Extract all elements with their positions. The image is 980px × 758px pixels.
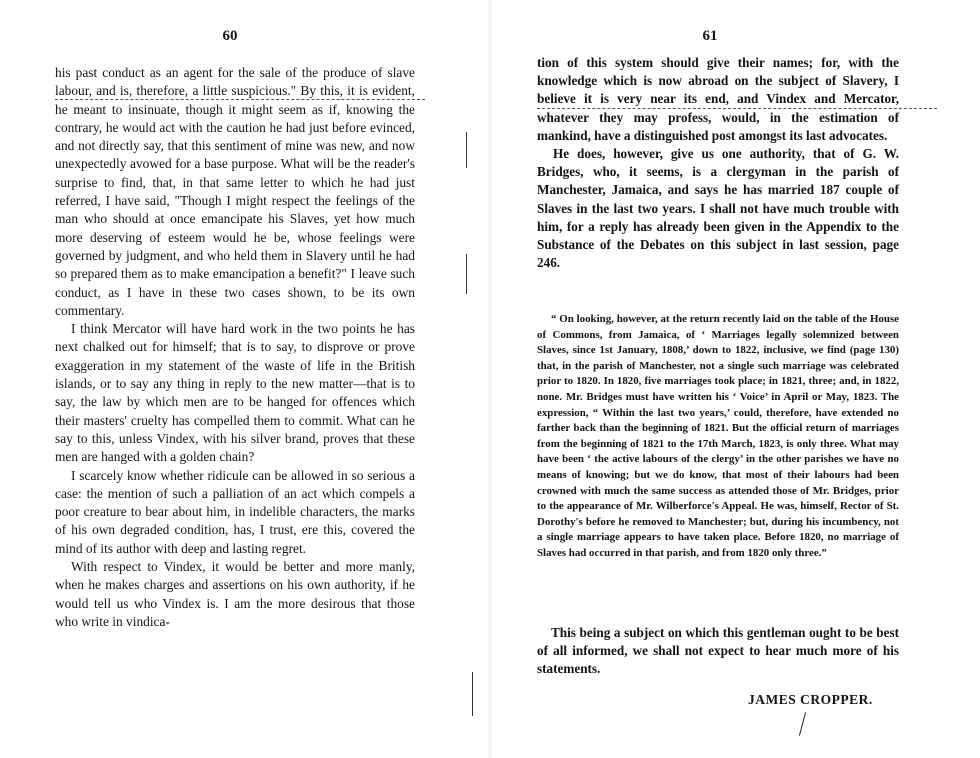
book-gutter — [488, 0, 492, 758]
right-page — [500, 0, 980, 758]
pen-mark — [799, 712, 806, 735]
margin-mark — [466, 132, 467, 168]
paragraph: This being a subject on which this gentleman ought to be best of all informed, we shall not expect to hear much more of his statements. — [537, 625, 899, 677]
paragraph: I scarcely know whether ridicule can be allowed in so serious a case: the mention of such a palliation of an act which compels a poor creature to bear about him, in indelible characters, the marks of his own degraded condition, has, I trust, ere this, covered the mind of its author with deep and lasting regret. — [55, 467, 415, 556]
right-page-body — [537, 54, 899, 272]
page-number: 60 — [222, 28, 238, 44]
margin-mark — [472, 672, 473, 716]
left-page-body — [55, 64, 415, 631]
block-quote — [537, 312, 899, 562]
underline-mark — [537, 108, 937, 109]
paragraph: I think Mercator will have hard work in the two points he has next chalked out for himself; that is to say, to disprove or prove exaggeration in my statement of the waste of life in the British islands, or to say any thing in reply to the new matter—that is to say, the law by which men are to be hanged for offences which their masters' cruelty has compelled them to commit. What can he say to this, unless Vindex, with his silver brand, proves that these men are hanged with a golden chain? — [55, 321, 415, 465]
paragraph: his past conduct as an agent for the sale of the produce of slave labour, and is, therefore, a little suspicious." By this, it is evident, he meant to insinuate, though it might seem as if, knowing the contrary, he would act with the caution he had just before evinced, and not directly say, that this sentiment of mine was new, and now unexpectedly avowed for a base purpose. What will be the reader's surprise to find, that, in that same letter to which he had just referred, I have said, "Though I might respect the feelings of the man who should at once emancipate his Slaves, yet how much more deserving of esteem would he be, whose feelings were governed by judgment, and who held them in Slavery until he had so prepared them as to make emancipation a benefit?" I leave such conduct, as I have in these two cases shown, to be its own commentary. — [55, 65, 415, 318]
signature: JAMES CROPPER. — [748, 692, 873, 707]
margin-mark — [466, 254, 467, 294]
underline-mark — [55, 99, 425, 100]
left-page — [0, 0, 480, 758]
quote-text: “ On looking, however, at the return recently laid on the table of the House of Commons, from Jamaica, of ‘ Marriages legally solemnized between Slaves, since 1st January, 1808,’ down to 1822, inclusive, we find (page 130) that, in the parish of Manchester, not a single such marriage was celebrated prior to 1820. In 1820, five marriages took place; in 1821, three; and, in 1822, none. Mr. Bridges must have written his ‘ Voice’ in April or May, 1823. The expression, “ Within the last two years,’ could, therefore, have extended no farther back than the beginning of 1821. But the official return of marriages from the beginning of 1821 to the 17th March, 1823, is only three. What may have been ‘ the active labours of the clergy’ in the other parishes we have no means of knowing; but we do know, that most of their labours had been crowned with much the same success as attended those of Mr. Bridges, prior to the appearance of Mr. Wilberforce's Appeal. He was, himself, Rector of St. Dorothy's before he removed to Manchester; but, during his incumbency, not a single marriage appears to have taken place. Before 1820, no marriage of Slaves had occurred in that parish, and from 1820 only three.” — [537, 313, 899, 559]
paragraph: With respect to Vindex, it would be better and more manly, when he makes charges and assertions on his own authority, if he would tell us who Vindex is. I am the more desirous that those who write in vindica- — [55, 559, 415, 629]
closing-paragraph — [537, 624, 899, 679]
paragraph: tion of this system should give their names; for, with the knowledge which is now abroad on the subject of Slavery, I believe it is very near its end, and Vindex and Mercator, whatever they may profess, would, in the estimation of mankind, have a distinguished post amongst its last advocates. — [537, 55, 899, 143]
paragraph: He does, however, give us one authority, that of G. W. Bridges, who, it seems, is a clergyman in the parish of Manchester, Jamaica, and says he has married 187 couple of Slaves in the last two years. I shall not have much trouble with him, for a reply has already been given in the Appendix to the Substance of the Debates on this subject in last session, page 246. — [537, 146, 899, 271]
page-number: 61 — [702, 28, 718, 44]
